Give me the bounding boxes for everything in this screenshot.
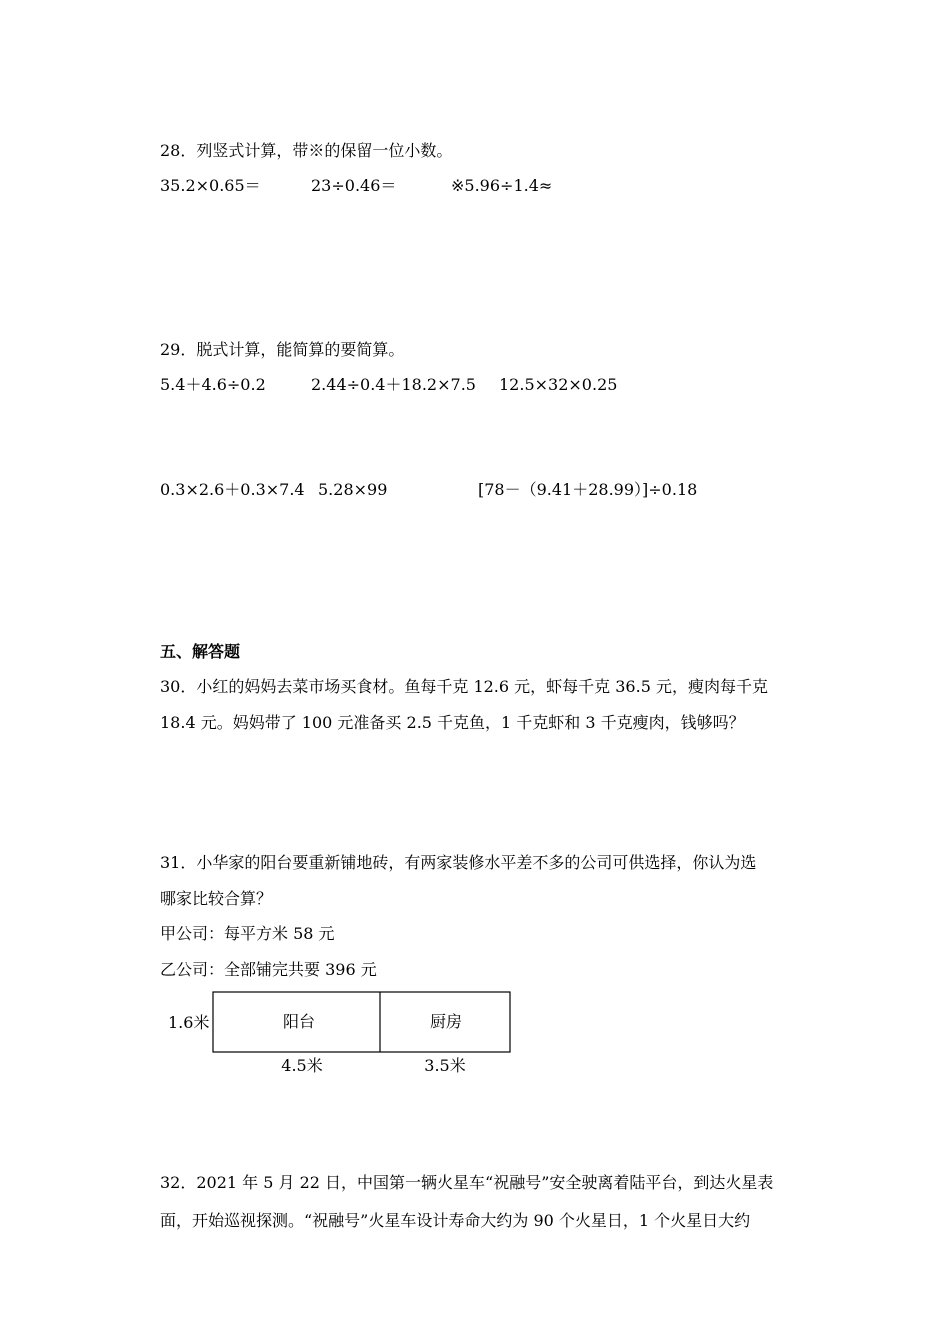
q29-row2-item-1: 0.3×2.6＋0.3×7.4 <box>160 480 305 499</box>
section-heading: 五、解答题 <box>160 642 241 661</box>
q30-line-2: 18.4 元。妈妈带了 100 元准备买 2.5 千克鱼，1 千克虾和 3 千克瘦肉，钱够吗？ <box>160 713 745 732</box>
q28-item-1: 35.2×0.65＝ <box>160 176 261 195</box>
width-2-label: 3.5米 <box>424 1056 466 1075</box>
q31-company-b: 乙公司：全部铺完共要 396 元 <box>160 960 377 979</box>
room-balcony-label: 阳台 <box>282 1012 316 1031</box>
room-kitchen-label: 厨房 <box>429 1012 463 1031</box>
q29-row2-item-3: [78－（9.41＋28.99）]÷0.18 <box>478 480 698 499</box>
q28-item-3: ※5.96÷1.4≈ <box>451 176 553 195</box>
q29-row1-item-1: 5.4＋4.6÷0.2 <box>160 375 266 394</box>
height-label: 1.6米 <box>168 1013 210 1032</box>
q31-line-1: 31．小华家的阳台要重新铺地砖，有两家装修水平差不多的公司可供选择，你认为选 <box>160 853 757 872</box>
q28-item-2: 23÷0.46＝ <box>311 176 397 195</box>
q28-title: 28．列竖式计算，带※的保留一位小数。 <box>160 141 453 160</box>
q32-line-1: 32．2021 年 5 月 22 日，中国第一辆火星车“祝融号”安全驶离着陆平台，到达火星表 <box>160 1173 774 1192</box>
floor-plan-outline <box>213 992 510 1052</box>
q29-title: 29．脱式计算，能简算的要简算。 <box>160 340 405 359</box>
q29-row1-item-2: 2.44÷0.4＋18.2×7.5 <box>311 375 476 394</box>
q31-company-a: 甲公司：每平方米 58 元 <box>160 924 335 943</box>
q29-row2-item-2: 5.28×99 <box>318 480 388 499</box>
width-1-label: 4.5米 <box>281 1056 323 1075</box>
q29-row1-item-3: 12.5×32×0.25 <box>499 375 618 394</box>
q30-line-1: 30．小红的妈妈去菜市场买食材。鱼每千克 12.6 元，虾每千克 36.5 元，瘦肉每千克 <box>160 677 768 696</box>
q31-line-2: 哪家比较合算？ <box>160 889 273 908</box>
q32-line-2: 面，开始巡视探测。“祝融号”火星车设计寿命大约为 90 个火星日，1 个火星日大约 <box>160 1211 751 1230</box>
